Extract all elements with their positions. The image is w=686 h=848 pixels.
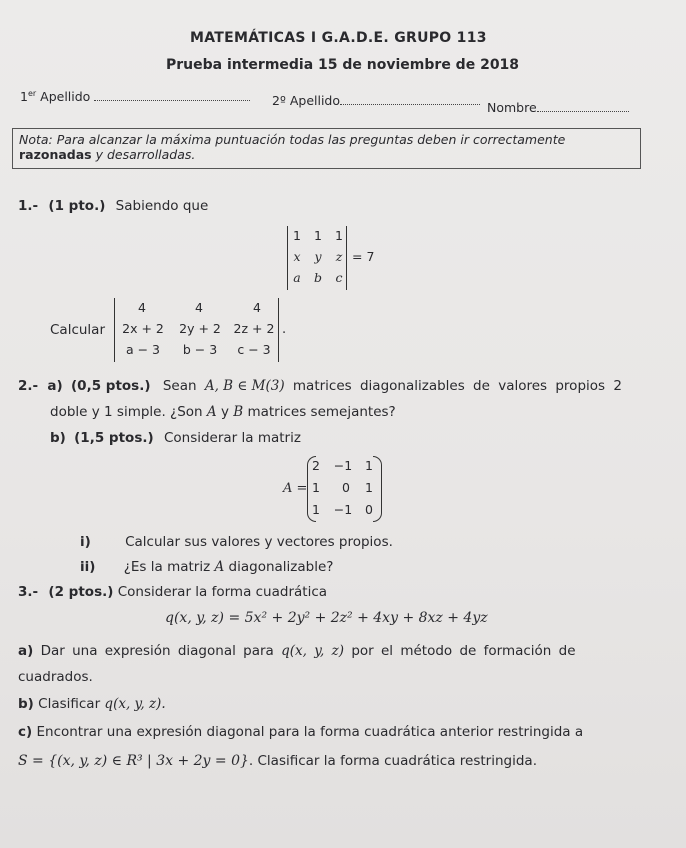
first-surname-label: Apellido <box>40 89 91 105</box>
matrix-cell: 1 <box>312 480 320 495</box>
q2-a-A: A <box>206 404 217 420</box>
q3-number: 3.- <box>18 584 39 600</box>
q1-heading <box>18 198 208 214</box>
q2-ii-line <box>80 559 333 575</box>
det1-cell: c <box>335 270 343 285</box>
q3-b-q: q(x, y, z). <box>104 696 166 712</box>
det2-cell: b − 3 <box>182 342 218 357</box>
second-surname-label: Apellido <box>289 93 341 108</box>
det2-end: . <box>282 322 287 337</box>
q3-a-text1: Dar una expresión diagonal para <box>40 643 274 659</box>
second-surname-ord: 2º <box>272 93 286 108</box>
det1-cell: y <box>314 249 322 264</box>
first-surname-line[interactable] <box>94 90 250 101</box>
q2-a-line2 <box>50 404 396 420</box>
det1-cell: x <box>293 249 301 264</box>
q2-b-points: (1,5 ptos.) <box>74 430 154 446</box>
q2-i-text: Calcular sus valores y vectores propios. <box>125 534 393 550</box>
q3-a-text2: por el método de formación de <box>351 643 576 659</box>
det2-cell: 4 <box>138 300 146 315</box>
det1-cell: 1 <box>293 228 301 243</box>
q1-points: (1 pto.) <box>48 198 106 214</box>
q3-b-line <box>18 696 166 712</box>
det1-cell: b <box>313 270 322 285</box>
det1-cell: z <box>335 249 343 264</box>
first-surname-field <box>20 89 250 104</box>
matrix-cell: 0 <box>342 480 350 495</box>
q3-formula-lhs: q(x, y, z) <box>165 610 225 626</box>
q2-a-y: y <box>220 404 229 420</box>
q2-a-points: (0,5 ptos.) <box>71 378 151 394</box>
q3-heading <box>18 584 327 600</box>
q2-ii-label: ii) <box>80 559 96 575</box>
q3-a-line2: cuadrados. <box>18 669 93 685</box>
matrix-cell: −1 <box>333 502 353 517</box>
q3-b-text: Clasificar <box>38 696 101 712</box>
q2-a-line1 <box>18 378 622 394</box>
q3-a-q: q(x, y, z) <box>281 643 345 659</box>
q2-i-line <box>80 534 393 550</box>
name-field <box>487 100 629 115</box>
q2-a-text3: doble y 1 simple. ¿Son <box>50 404 203 420</box>
q2-ii-text2: diagonalizable? <box>228 559 334 575</box>
q2-a-label: a) <box>47 378 63 394</box>
det1-cell: 1 <box>335 228 343 243</box>
matrix-cell: 0 <box>365 502 373 517</box>
note-text-end: y desarrolladas. <box>91 147 196 162</box>
q2-ii-A: A <box>214 559 225 575</box>
det2-cell: 2y + 2 <box>179 321 221 336</box>
q1-calc-label: Calcular <box>50 322 106 338</box>
q3-c-text: Encontrar una expresión diagonal para la forma cuadrática anterior restringida a <box>36 724 584 740</box>
det1-equals: = 7 <box>352 249 375 264</box>
det2-cell: a − 3 <box>125 342 161 357</box>
matrix-cell: 2 <box>312 458 320 473</box>
note-text: Nota: Para alcanzar la máxima puntuación todas las preguntas deben ir correctamente <box>19 132 566 147</box>
q3-c-text2: . Clasificar la forma cuadrática restringida. <box>248 753 537 769</box>
q3-c-line1 <box>18 724 583 740</box>
q1-determinant-1 <box>287 226 347 290</box>
q3-formula-rhs: = 5x² + 2y² + 2z² + 4xy + 8xz + 4yz <box>224 610 488 626</box>
q3-c-set: S = {(x, y, z) ∈ R³ | 3x + 2y = 0} <box>18 753 249 769</box>
q2-a-text4: matrices semejantes? <box>247 404 396 420</box>
det2-cell: 4 <box>195 300 203 315</box>
name-line[interactable] <box>537 101 629 112</box>
q3-formula <box>165 610 488 626</box>
exam-title: MATEMÁTICAS I G.A.D.E. GRUPO 113 <box>190 30 487 46</box>
matrix-cell: 1 <box>365 458 373 473</box>
q3-c-line2 <box>18 753 537 769</box>
q2-number: 2.- <box>18 378 39 394</box>
det2-cell: 2x + 2 <box>122 321 164 336</box>
q2-a-text1: Sean <box>162 378 197 394</box>
matrix-name: A = <box>283 481 308 496</box>
det1-cell: a <box>293 270 301 285</box>
q1-number: 1.- <box>18 198 39 214</box>
q2-a-math: A, B ∈ M(3) <box>204 378 285 394</box>
note-bold-word: razonadas <box>19 147 92 162</box>
second-surname-line[interactable] <box>340 94 480 105</box>
q3-b-label: b) <box>18 696 34 712</box>
det2-cell: 2z + 2 <box>233 321 275 336</box>
det2-cell: c − 3 <box>237 342 271 357</box>
exam-subtitle: Prueba intermedia 15 de noviembre de 2018 <box>166 57 520 73</box>
note-box <box>12 128 641 169</box>
name-label: Nombre <box>487 100 537 115</box>
q2-a-B: B <box>233 404 244 420</box>
second-surname-field <box>272 93 480 108</box>
first-surname-ord: 1 <box>20 89 28 105</box>
q3-points: (2 ptos.) <box>48 584 114 600</box>
q3-a-label: a) <box>18 643 34 659</box>
q2-ii-text1: ¿Es la matriz <box>123 559 211 575</box>
q2-b-text: Considerar la matriz <box>163 430 301 446</box>
matrix-cell: 1 <box>365 480 373 495</box>
matrix-cell: 1 <box>312 502 320 517</box>
q3-a-line1 <box>18 643 576 659</box>
matrix-cell: −1 <box>333 458 353 473</box>
q3-c-label: c) <box>18 724 33 740</box>
q1-intro: Sabiendo que <box>115 198 209 214</box>
q3-intro: Considerar la forma cuadrática <box>117 584 328 600</box>
first-surname-sup: er <box>27 89 37 98</box>
q2-b-label: b) <box>50 430 66 446</box>
q1-determinant-2 <box>114 298 279 362</box>
det1-cell: 1 <box>314 228 322 243</box>
q2-b-line <box>50 430 301 446</box>
det2-cell: 4 <box>253 300 261 315</box>
q2-a-text2: matrices diagonalizables de valores propios 2 <box>292 378 622 394</box>
q2-i-label: i) <box>80 534 91 550</box>
